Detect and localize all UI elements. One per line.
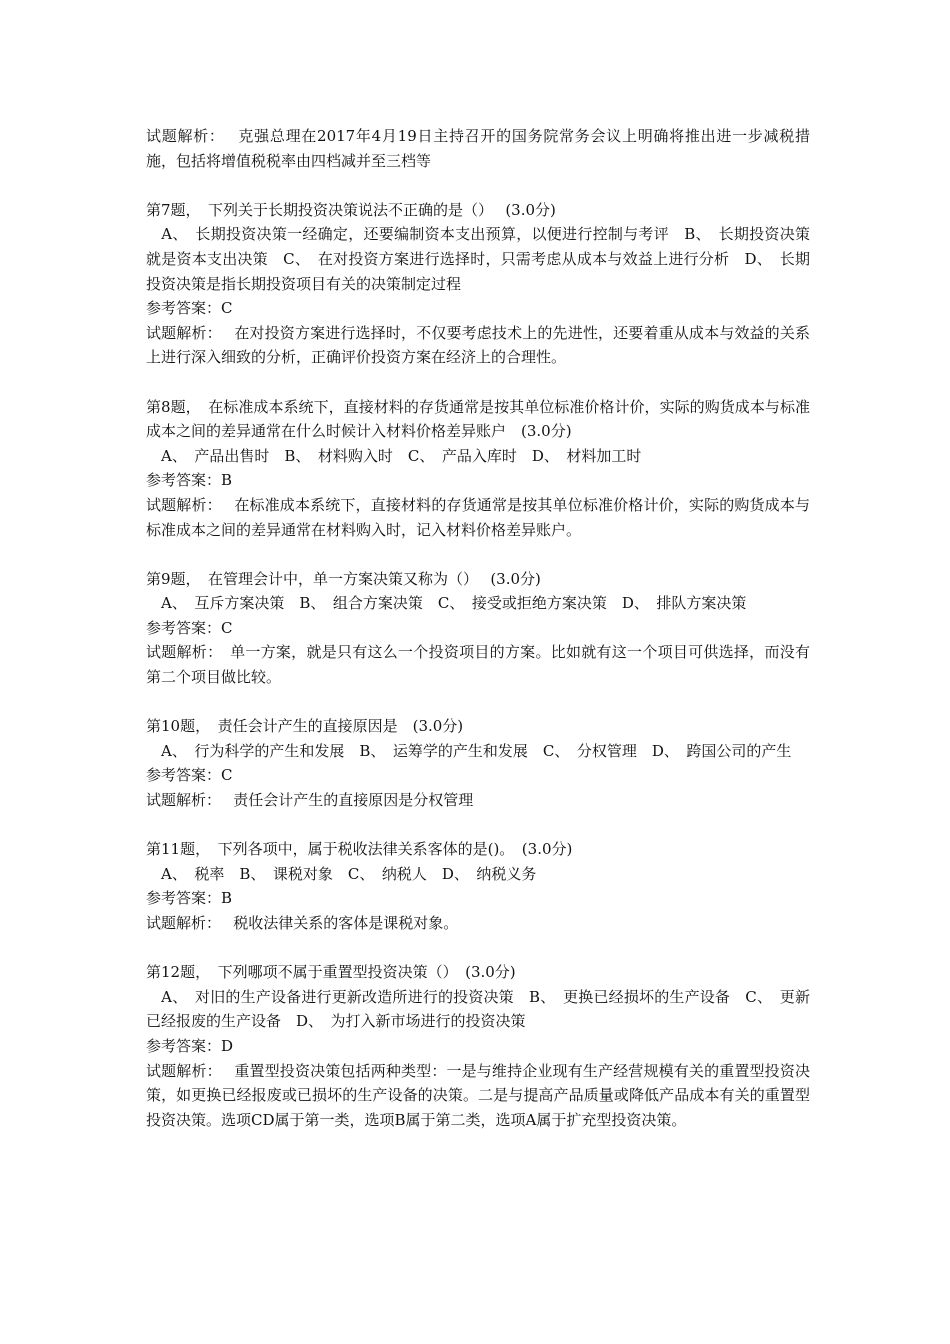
question-stem: 第12题， 下列哪项不属于重置型投资决策（） (3.0分) [146, 963, 516, 982]
question-analysis: 试题解析： 在标准成本系统下，直接材料的存货通常是按其单位标准价格计价，实际的购货成本与标准成本之间的差异通常在材料购入时，记入材料价格差异账户。 [146, 495, 810, 539]
spacer [146, 370, 810, 395]
question-answer: 参考答案：B [146, 889, 233, 908]
question-options: A、 税率 B、 课税对象 C、 纳税人 D、 纳税义务 [146, 864, 537, 883]
question-answer: 参考答案：D [146, 1036, 234, 1055]
spacer [146, 173, 810, 198]
question-answer: 参考答案：C [146, 618, 233, 637]
spacer [146, 936, 810, 961]
question-options: A、 长期投资决策一经确定，还要编制资本支出预算，以便进行控制与考评 B、 长期投资决策就是资本支出决策 C、 在对投资方案进行选择时，只需考虑从成本与效益上进行分析 D、 长期投资决策是指长期投资项目有关的决策制定过程 [146, 225, 810, 293]
spacer [146, 690, 810, 715]
question-12 [146, 960, 810, 1132]
question-answer: 参考答案：C [146, 299, 233, 318]
question-stem: 第9题， 在管理会计中，单一方案决策又称为（） (3.0分) [146, 569, 541, 588]
question-stem: 第8题， 在标准成本系统下，直接材料的存货通常是按其单位标准价格计价，实际的购货成本与标准成本之间的差异通常在什么时候计入材料价格差异账户 (3.0分) [146, 397, 810, 441]
question-7 [146, 198, 810, 370]
document-page [146, 124, 810, 1132]
question-analysis: 试题解析： 单一方案，就是只有这么一个投资项目的方案。比如就有这一个项目可供选择，而没有第二个项目做比较。 [146, 643, 810, 687]
question-analysis: 试题解析： 重置型投资决策包括两种类型：一是与维持企业现有生产经营规模有关的重置型投资决策，如更换已经报废或已损坏的生产设备的决策。二是与提高产品质量或降低产品成本有关的重置型投资决策。选项CD属于第一类，选项B属于第二类，选项A属于扩充型投资决策。 [146, 1061, 810, 1129]
question-analysis: 试题解析： 税收法律关系的客体是课税对象。 [146, 914, 459, 932]
question-answer: 参考答案：C [146, 766, 233, 785]
question-analysis: 试题解析： 在对投资方案进行选择时，不仅要考虑技术上的先进性，还要着重从成本与效益的关系上进行深入细致的分析，正确评价投资方案在经济上的合理性。 [146, 323, 810, 367]
question-options: A、 产品出售时 B、 材料购入时 C、 产品入库时 D、 材料加工时 [146, 446, 642, 465]
question-options: A、 对旧的生产设备进行更新改造所进行的投资决策 B、 更换已经损坏的生产设备 C、 更新已经报废的生产设备 D、 为打入新市场进行的投资决策 [146, 987, 810, 1031]
question-answer: 参考答案：B [146, 471, 233, 490]
question-stem: 第11题， 下列各项中，属于税收法律关系客体的是()。 (3.0分) [146, 840, 573, 859]
intro-analysis-text: 试题解析： 克强总理在2017年4月19日主持召开的国务院常务会议上明确将推出进一步减税措施，包括将增值税税率由四档减并至三档等 [146, 127, 810, 170]
question-stem: 第7题， 下列关于长期投资决策说法不正确的是（） (3.0分) [146, 200, 556, 219]
question-options: A、 互斥方案决策 B、 组合方案决策 C、 接受或拒绝方案决策 D、 排队方案决策 [146, 594, 747, 613]
question-options: A、 行为科学的产生和发展 B、 运筹学的产生和发展 C、 分权管理 D、 跨国公司的产生 [146, 741, 792, 760]
spacer [146, 813, 810, 838]
spacer [146, 542, 810, 567]
intro-analysis-block [146, 124, 810, 173]
question-analysis: 试题解析： 责任会计产生的直接原因是分权管理 [146, 791, 474, 810]
question-9 [146, 567, 810, 690]
question-11 [146, 837, 810, 935]
question-10 [146, 714, 810, 812]
question-stem: 第10题， 责任会计产生的直接原因是 (3.0分) [146, 717, 464, 736]
question-8 [146, 395, 810, 543]
